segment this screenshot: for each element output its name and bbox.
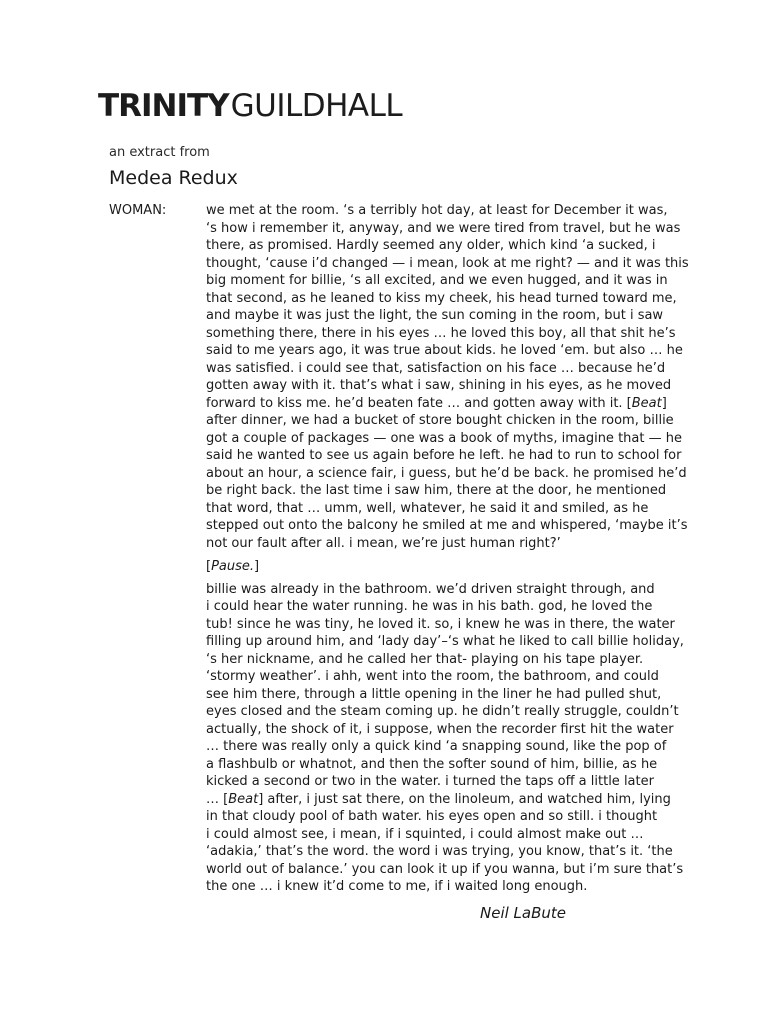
text-line: filling up around him, and ‘lady day’–‘s what he liked to call billie holiday, — [206, 634, 684, 649]
text-line: we met at the room. ‘s a terribly hot day, at least for December it was, — [206, 203, 668, 218]
text-line: big moment for billie, ‘s all excited, and we even hugged, and it was in — [206, 273, 668, 288]
logo-word-trinity: TRINITY — [98, 88, 229, 124]
play-title: Medea Redux — [109, 167, 238, 189]
text-line: in that cloudy pool of bath water. his eyes open and so still. i thought — [206, 809, 658, 824]
author-name: Neil LaBute — [480, 904, 567, 922]
text-line: said he wanted to see us again before he left. he had to run to school for — [206, 448, 682, 463]
text-line: not our fault after all. i mean, we’re just human right?’ — [206, 535, 561, 551]
text-line: after dinner, we had a bucket of store bought chicken in the room, billie — [206, 413, 674, 428]
stage-direction-pause — [206, 558, 696, 576]
text-line: tub! since he was tiny, he loved it. so, i knew he was in there, the water — [206, 616, 675, 632]
text-line: about an hour, a science fair, i guess, but he’d be back. he promised he’d — [206, 465, 687, 481]
logo-word-guildhall: GUILDHALL — [230, 88, 403, 124]
text-line: said to me years ago, it was true about kids. he loved ‘em. but also … he — [206, 343, 683, 358]
text-line: ‘adakia,’ that’s the word. the word i was trying, you know, that’s it. ‘the — [206, 844, 673, 859]
text-line: ‘s how i remember it, anyway, and we were tired from travel, but he was — [206, 220, 681, 236]
text-line-with-beat — [206, 395, 696, 413]
text-line: ‘stormy weather’. i ahh, went into the room, the bathroom, and could — [206, 669, 659, 684]
text-line: the one … i knew it’d come to me, if i waited long enough. — [206, 879, 588, 894]
text-line: actually, the shock of it, i suppose, when the recorder first hit the water — [206, 721, 674, 737]
text-segment: forward to kiss me. he’d beaten fate … and gotten away with it. [ — [206, 395, 632, 411]
text-line: that word, that … umm, well, whatever, he said it and smiled, as he — [206, 500, 649, 516]
text-line: gotten away with it. that’s what i saw, shining in his eyes, as he moved — [206, 378, 672, 393]
text-line: and maybe it was just the light, the sun coming in the room, but i saw — [206, 308, 664, 323]
text-line: there, as promised. Hardly seemed any older, which kind ‘a sucked, i — [206, 238, 656, 253]
text-line: stepped out onto the balcony he smiled at me and whispered, ‘maybe it’s — [206, 518, 688, 533]
extract-subtitle: an extract from — [109, 145, 210, 160]
text-line: i could hear the water running. he was in his bath. god, he loved the — [206, 599, 653, 614]
text-line: got a couple of packages — one was a book of myths, imagine that — he — [206, 430, 682, 446]
pause-label: Pause. — [211, 559, 255, 574]
text-line: … there was really only a quick kind ‘a snapping sound, like the pop of — [206, 739, 667, 754]
monologue — [206, 202, 696, 896]
text-line: kicked a second or two in the water. i turned the taps off a little later — [206, 774, 654, 789]
text-line: eyes closed and the steam coming up. he didn’t really struggle, couldn’t — [206, 704, 679, 719]
text-line: ‘s her nickname, and he called her that- playing on his tape player. — [206, 651, 644, 667]
stage-direction-beat: Beat — [228, 791, 259, 807]
trinity-guildhall-logo — [98, 86, 402, 126]
text-line: billie was already in the bathroom. we’d driven straight through, and — [206, 581, 655, 597]
text-segment: ] after, i just sat there, on the linoleum, and watched him, lying — [258, 791, 671, 807]
text-line: something there, there in his eyes … he loved this boy, all that shit he’s — [206, 325, 676, 341]
text-line: i could almost see, i mean, if i squinted, i could almost make out … — [206, 826, 644, 842]
text-line: be right back. the last time i saw him, there at the door, he mentioned — [206, 483, 667, 498]
text-line: world out of balance.’ you can look it up if you wanna, but i’m sure that’s — [206, 861, 684, 877]
text-line-with-beat — [206, 791, 696, 809]
text-line: a flashbulb or whatnot, and then the softer sound of him, billie, as he — [206, 756, 658, 772]
text-line: thought, ‘cause i’d changed — i mean, look at me right? — and it was this — [206, 255, 689, 271]
text-segment: … [ — [206, 791, 229, 807]
bracket: ] — [661, 395, 667, 411]
bracket: ] — [254, 559, 260, 574]
text-line: see him there, through a little opening in the liner he had pulled shut, — [206, 686, 662, 702]
stage-direction-beat: Beat — [631, 395, 662, 411]
bracket: [ — [206, 559, 212, 574]
text-line: was satisfied. i could see that, satisfaction on his face … because he’d — [206, 360, 666, 376]
text-line: that second, as he leaned to kiss my cheek, his head turned toward me, — [206, 290, 677, 306]
speaker-label: WOMAN: — [109, 203, 167, 218]
